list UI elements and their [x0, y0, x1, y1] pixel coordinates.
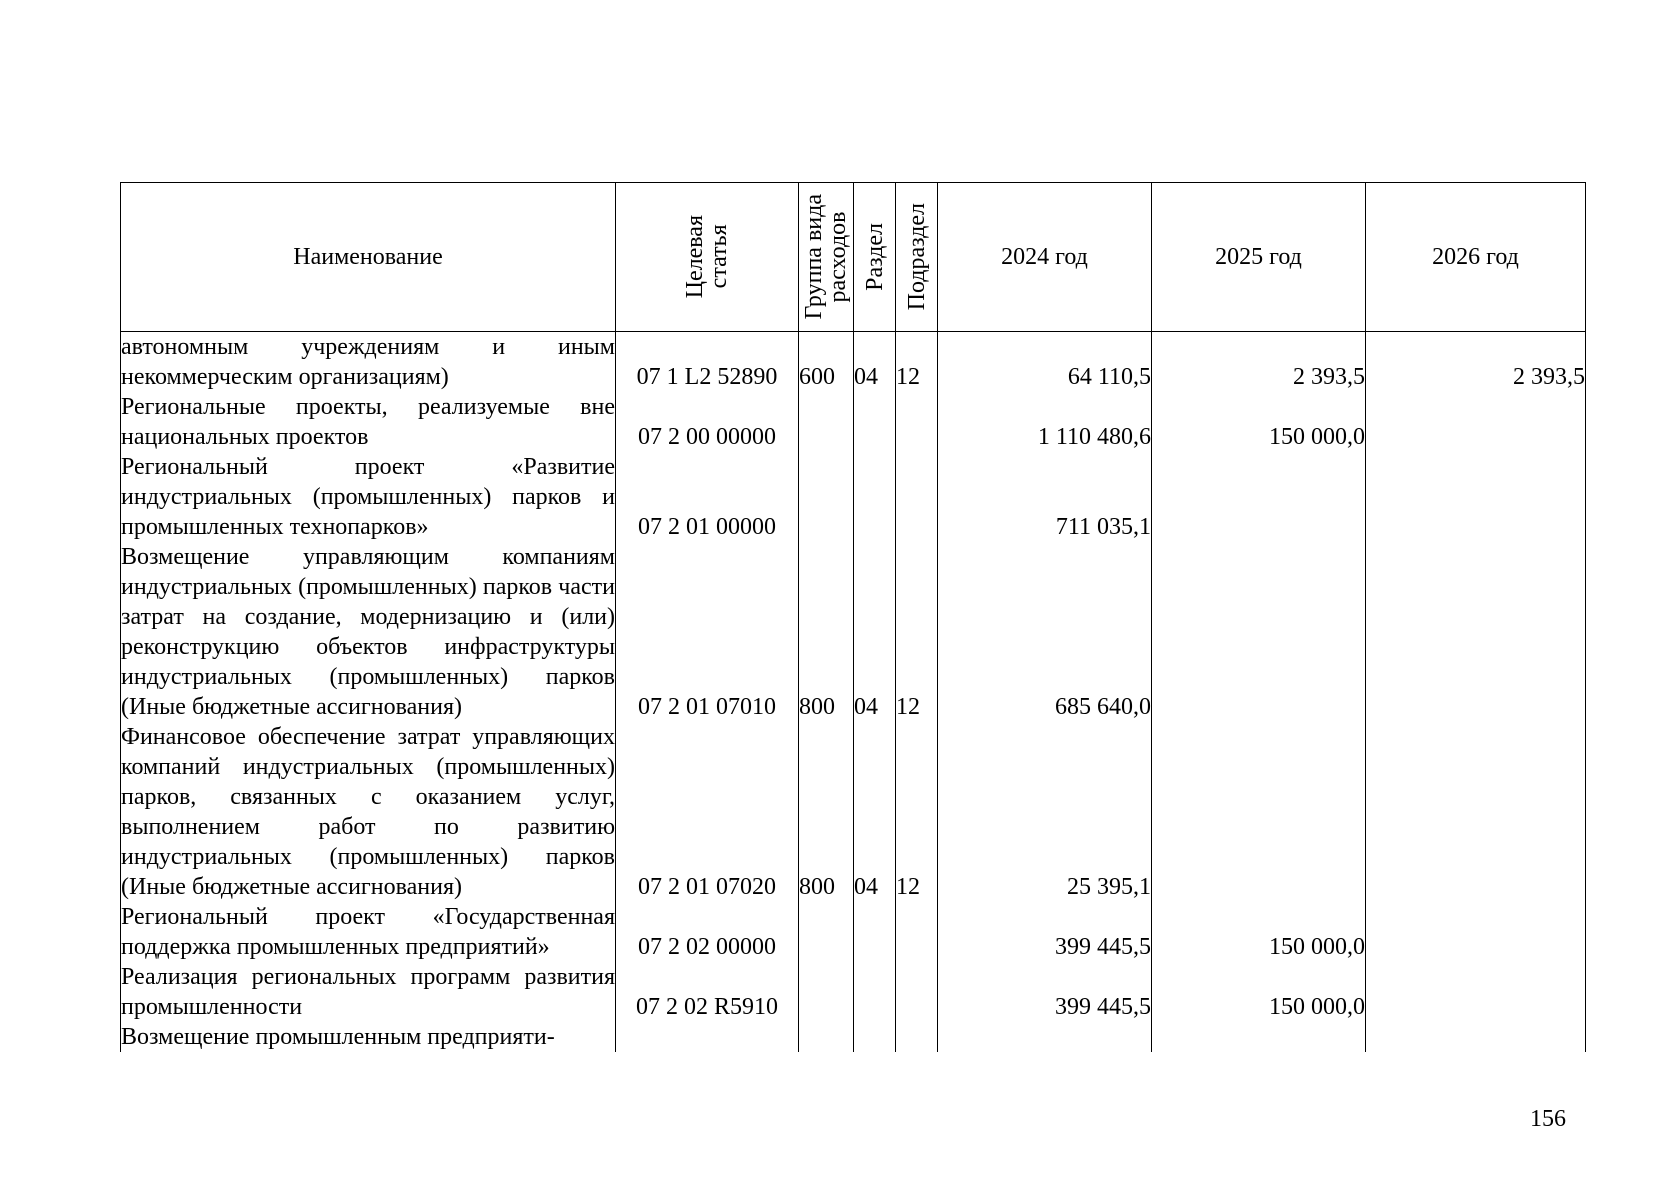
- row-name: Региональные проекты, реализуемые вне национальных проектов: [121, 394, 615, 450]
- table-row: [121, 542, 1586, 722]
- row-target-article: 07 2 02 00000: [616, 902, 799, 962]
- row-target-article: [616, 1022, 799, 1052]
- row-name: Региональный проект «Государственная поддержка промышленных предприятий»: [121, 904, 615, 960]
- row-subsection: [896, 1022, 938, 1052]
- header-2024: 2024 год: [938, 183, 1152, 332]
- header-subsection-label: Подраздел: [903, 203, 930, 311]
- row-section: 04: [854, 542, 896, 722]
- row-2024: [938, 1022, 1152, 1052]
- row-section: [854, 452, 896, 542]
- row-2025: 2 393,5: [1152, 332, 1366, 393]
- row-expense-group: [799, 392, 854, 452]
- row-name: Реализация региональных программ развития промышленности: [121, 964, 615, 1020]
- row-subsection: [896, 962, 938, 1022]
- row-2026: [1366, 962, 1586, 1022]
- row-expense-group: 800: [799, 722, 854, 902]
- row-section: [854, 962, 896, 1022]
- table-row: [121, 452, 1586, 542]
- table-row: [121, 902, 1586, 962]
- header-section: [854, 183, 896, 332]
- header-2025: 2025 год: [1152, 183, 1366, 332]
- row-expense-group: [799, 1022, 854, 1052]
- table-row: [121, 1022, 1586, 1052]
- row-target-article: 07 2 01 00000: [616, 452, 799, 542]
- row-target-article: 07 2 00 00000: [616, 392, 799, 452]
- row-section: 04: [854, 332, 896, 393]
- row-2024: 1 110 480,6: [938, 392, 1152, 452]
- row-subsection: [896, 902, 938, 962]
- row-name: Возмещение промышленным предприяти-: [121, 1022, 616, 1052]
- header-section-label: Раздел: [861, 223, 888, 291]
- row-2025: [1152, 722, 1366, 902]
- row-2026: [1366, 1022, 1586, 1052]
- row-2025: 150 000,0: [1152, 962, 1366, 1022]
- row-2025: [1152, 1022, 1366, 1052]
- row-2024: 685 640,0: [938, 542, 1152, 722]
- row-2024: 711 035,1: [938, 452, 1152, 542]
- row-2024: 25 395,1: [938, 722, 1152, 902]
- row-2026: [1366, 902, 1586, 962]
- row-2026: [1366, 542, 1586, 722]
- row-name: Финансовое обеспечение затрат управляющих компаний индустриальных (промышленных) парков, связанных с оказанием услуг, выполнением работ по развитию индустриальных (промышленных) парков (Иные бюджетные ассигнования): [121, 724, 615, 900]
- row-name: Региональный проект «Развитие индустриальных (промышленных) парков и промышленных технопарков»: [121, 454, 615, 540]
- header-2026: 2026 год: [1366, 183, 1586, 332]
- row-expense-group: 800: [799, 542, 854, 722]
- row-target-article: 07 1 L2 52890: [616, 332, 799, 393]
- row-target-article: 07 2 01 07020: [616, 722, 799, 902]
- row-section: [854, 902, 896, 962]
- header-target-article: [616, 183, 799, 332]
- row-2025: 150 000,0: [1152, 392, 1366, 452]
- header-expense-group: [799, 183, 854, 332]
- row-section: [854, 392, 896, 452]
- row-subsection: [896, 392, 938, 452]
- table-header-row: [121, 183, 1586, 332]
- row-subsection: [896, 452, 938, 542]
- header-subsection: [896, 183, 938, 332]
- row-2025: [1152, 542, 1366, 722]
- row-2025: 150 000,0: [1152, 902, 1366, 962]
- row-2026: [1366, 452, 1586, 542]
- row-2026: [1366, 392, 1586, 452]
- header-target-article-label: Целевая статья: [682, 215, 732, 299]
- header-expense-group-label: Группа вида расходов: [801, 194, 851, 320]
- row-section: 04: [854, 722, 896, 902]
- row-2024: 399 445,5: [938, 902, 1152, 962]
- row-2026: 2 393,5: [1366, 332, 1586, 393]
- row-expense-group: [799, 452, 854, 542]
- row-expense-group: 600: [799, 332, 854, 393]
- row-2025: [1152, 452, 1366, 542]
- row-2024: 399 445,5: [938, 962, 1152, 1022]
- row-subsection: 12: [896, 722, 938, 902]
- row-expense-group: [799, 962, 854, 1022]
- table-row: [121, 392, 1586, 452]
- table-row: [121, 332, 1586, 393]
- row-expense-group: [799, 902, 854, 962]
- budget-table: [120, 182, 1586, 1052]
- header-name: Наименование: [121, 183, 616, 332]
- row-name: автономным учреждениям и иным некоммерческим организациям): [121, 332, 616, 393]
- row-name: Возмещение управляющим компаниям индустриальных (промышленных) парков части затрат на создание, модернизацию и (или) реконструкцию объектов инфраструктуры индустриальных (промышленных) парков (Иные бюджетные ассигнования): [121, 544, 615, 720]
- row-subsection: 12: [896, 332, 938, 393]
- table-row: [121, 722, 1586, 902]
- row-target-article: 07 2 01 07010: [616, 542, 799, 722]
- row-2024: 64 110,5: [938, 332, 1152, 393]
- row-target-article: 07 2 02 R5910: [616, 962, 799, 1022]
- row-subsection: 12: [896, 542, 938, 722]
- row-2026: [1366, 722, 1586, 902]
- table-row: [121, 962, 1586, 1022]
- row-section: [854, 1022, 896, 1052]
- page-number: 156: [1530, 1106, 1566, 1132]
